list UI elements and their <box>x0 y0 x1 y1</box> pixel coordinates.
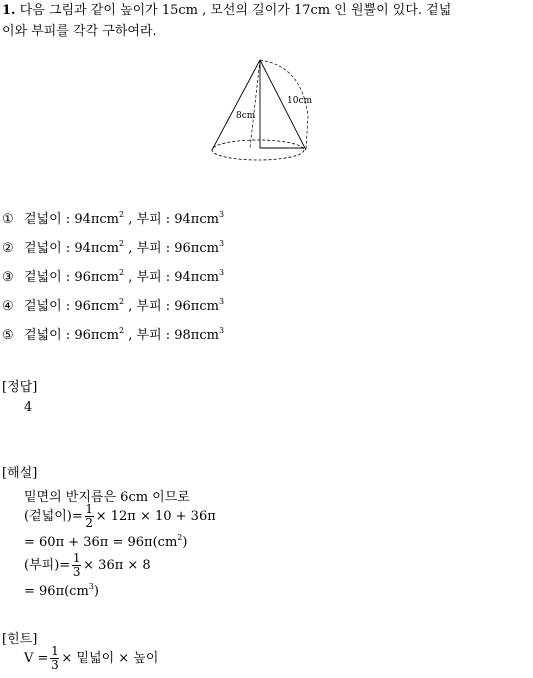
question-number: 1. <box>2 3 16 18</box>
explanation-heading: [해설] <box>2 466 38 481</box>
text: (부피)= <box>24 558 71 573</box>
fraction <box>72 552 81 579</box>
choice-volume: , 부피 : 96πcm <box>124 299 219 314</box>
choice-2[interactable] <box>2 240 224 258</box>
choice-mark: ⑤ <box>2 328 14 343</box>
explanation-line-3 <box>24 535 187 550</box>
denominator: 3 <box>72 565 81 579</box>
numerator: 1 <box>72 551 81 565</box>
choice-volume: , 부피 : 94πcm <box>124 270 219 285</box>
choice-area: 겉넓이 : 94πcm <box>24 241 120 256</box>
cone-inner-dash <box>250 60 260 148</box>
cone-figure <box>210 56 315 164</box>
explanation-line-2 <box>24 503 216 530</box>
numerator: 1 <box>85 502 94 516</box>
sup: 3 <box>218 210 225 219</box>
sup: 3 <box>218 326 225 335</box>
answer-heading: [정답] <box>2 380 38 395</box>
sup: 3 <box>218 239 225 248</box>
text: (겉넓이)= <box>24 509 83 524</box>
label-slant: 10cm <box>287 96 313 106</box>
sup: 3 <box>218 268 225 277</box>
question-line-1 <box>2 0 530 21</box>
text: × 12π × 10 + 36π <box>95 509 216 524</box>
choice-area: 겉넓이 : 96πcm <box>24 328 120 343</box>
choice-mark: ② <box>2 241 14 256</box>
denominator: 3 <box>51 658 59 672</box>
choice-volume: , 부피 : 94πcm <box>124 212 219 227</box>
answer-value: 4 <box>24 400 33 415</box>
sup: 2 <box>119 326 125 335</box>
choice-mark: ① <box>2 212 14 227</box>
text: = 96π(cm <box>24 584 89 599</box>
question-line-2 <box>2 21 530 42</box>
sup: 2 <box>119 210 125 219</box>
choice-area: 겉넓이 : 96πcm <box>24 270 120 285</box>
question-text-1: 다음 그림과 같이 높이가 15cm , 모선의 길이가 17cm 인 원뿔이 있다. 겉넓 <box>19 3 452 18</box>
sup: 2 <box>119 297 125 306</box>
sup: 2 <box>119 239 125 248</box>
text: = 60π + 36π = 96π(cm <box>24 535 178 550</box>
fraction <box>50 645 59 672</box>
question-text-2: 이와 부피를 각각 구하여라. <box>2 24 157 39</box>
text: ) <box>182 535 188 550</box>
denominator: 2 <box>85 516 94 530</box>
choice-5[interactable] <box>2 327 224 345</box>
choice-area: 겉넓이 : 94πcm <box>24 212 120 227</box>
explanation-line-4 <box>24 552 151 579</box>
choice-area: 겉넓이 : 96πcm <box>24 299 120 314</box>
numerator: 1 <box>51 644 59 658</box>
hint-heading: [힌트] <box>2 632 38 647</box>
explanation-line-1: 밑면의 반지름은 6cm 이므로 <box>24 490 190 505</box>
text: × 밑넓이 × 높이 <box>61 651 159 666</box>
choice-1[interactable] <box>2 211 224 229</box>
cone-base <box>212 140 304 160</box>
explanation-line-5 <box>24 584 99 599</box>
hint-formula <box>24 645 158 672</box>
sup: 3 <box>88 582 94 591</box>
choice-mark: ③ <box>2 270 14 285</box>
fraction <box>85 503 94 530</box>
text: × 36π × 8 <box>83 558 151 573</box>
cone-left-slant <box>212 60 260 150</box>
choice-volume: , 부피 : 96πcm <box>124 241 219 256</box>
choice-4[interactable] <box>2 298 224 316</box>
label-radius: 8cm <box>236 111 256 121</box>
text: ) <box>93 584 99 599</box>
text: V = <box>24 651 49 666</box>
choice-mark: ④ <box>2 299 14 314</box>
sup: 2 <box>119 268 125 277</box>
sup: 3 <box>218 297 225 306</box>
sup: 2 <box>177 533 183 542</box>
choice-volume: , 부피 : 98πcm <box>124 328 219 343</box>
choice-3[interactable] <box>2 269 224 287</box>
